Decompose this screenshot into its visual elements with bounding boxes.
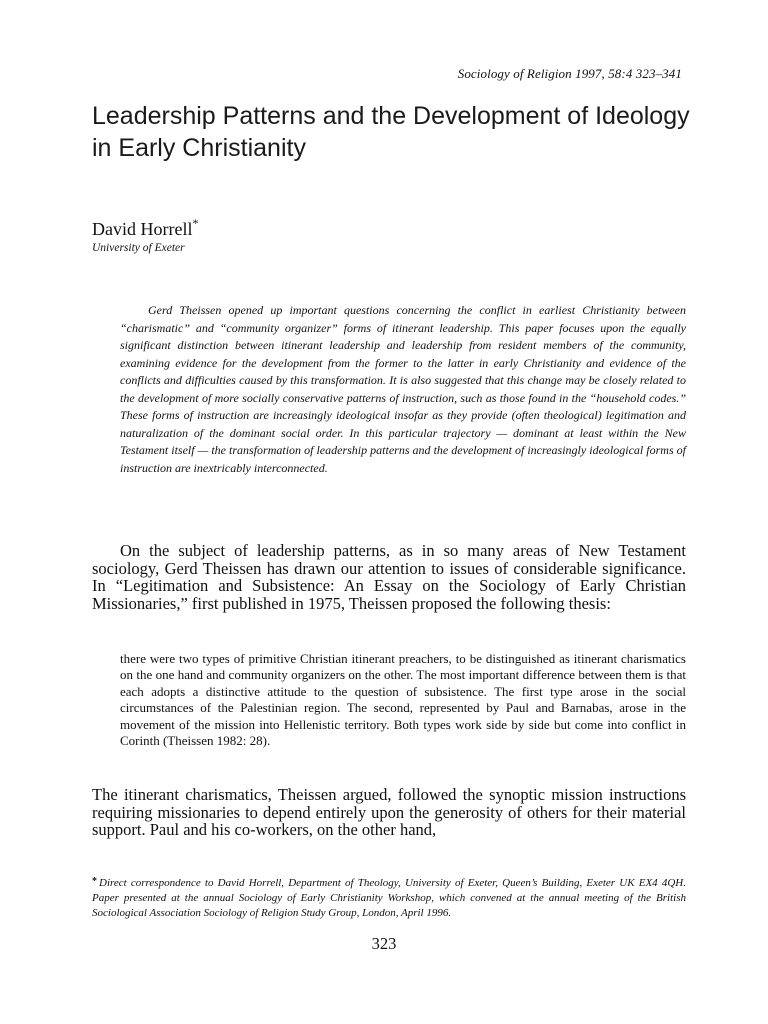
footnote bbox=[92, 876, 686, 921]
abstract: Gerd Theissen opened up important questions concerning the conflict in earliest Christianity between “charismatic” and “community organizer” forms of itinerant leadership. This paper focuses upon the equally significant distinction between itinerant leadership and leadership from resident members of the community, examining evidence for the development from the former to the latter in early Christianity and evidence of the conflicts and difficulties caused by this transformation. It is also suggested that this change may be closely related to the development of more socially conservative patterns of instruction, such as those found in the “household codes.” These forms of instruction are increasingly ideological insofar as they provide (often theological) legitimation and naturalization of the dominant social order. In this particular trajectory — dominant at least within the New Testament itself — the transformation of leadership patterns and the development of increasingly ideological forms of instruction are inextricably interconnected. bbox=[120, 303, 686, 475]
page-number: 323 bbox=[371, 934, 397, 953]
body-paragraph-1: On the subject of leadership patterns, as in so many areas of New Testament sociology, Gerd Theissen has drawn our attention to issues of considerable significance. In “Legitimation and Subsistence: An Essay on the Sociology of Early Christian Missionaries,” first published in 1975, Theissen proposed the following thesis: bbox=[92, 541, 686, 613]
author-block bbox=[92, 216, 199, 240]
journal-reference: Sociology of Religion 1997, 58:4 323–341 bbox=[457, 66, 682, 81]
footnote-mark: * bbox=[92, 876, 97, 887]
block-quote: there were two types of primitive Christian itinerant preachers, to be distinguished as itinerant charismatics on the one hand and community organizers on the other. The most important difference between them is that each adopts a distinctive attitude to the question of subsistence. The first type arose in the social circumstances of the Palestinian region. The second, represented by Paul and Barnabas, arose in the movement of the mission into Hellenistic territory. Both types work side by side but come into conflict in Corinth (Theissen 1982: 28). bbox=[120, 651, 686, 749]
body-paragraph-2: The itinerant charismatics, Theissen argued, followed the synoptic mission instructions requiring missionaries to depend entirely upon the generosity of others for their material support. Paul and his co-workers, on the other hand, bbox=[92, 785, 686, 839]
article-title: Leadership Patterns and the Development of Ideology in Early Christianity bbox=[92, 102, 690, 162]
author-footnote-mark: * bbox=[192, 216, 199, 230]
author-name: David Horrell bbox=[92, 219, 193, 239]
author-affiliation: University of Exeter bbox=[92, 242, 185, 254]
footnote-text: Direct correspondence to David Horrell, Department of Theology, University of Exeter, Queen’s Building, Exeter UK EX4 4QH. Paper presented at the annual Sociology of Early Christianity Workshop, which convened at the annual meeting of the British Sociological Association Sociology of Religion Study Group, London, April 1996. bbox=[92, 877, 686, 919]
